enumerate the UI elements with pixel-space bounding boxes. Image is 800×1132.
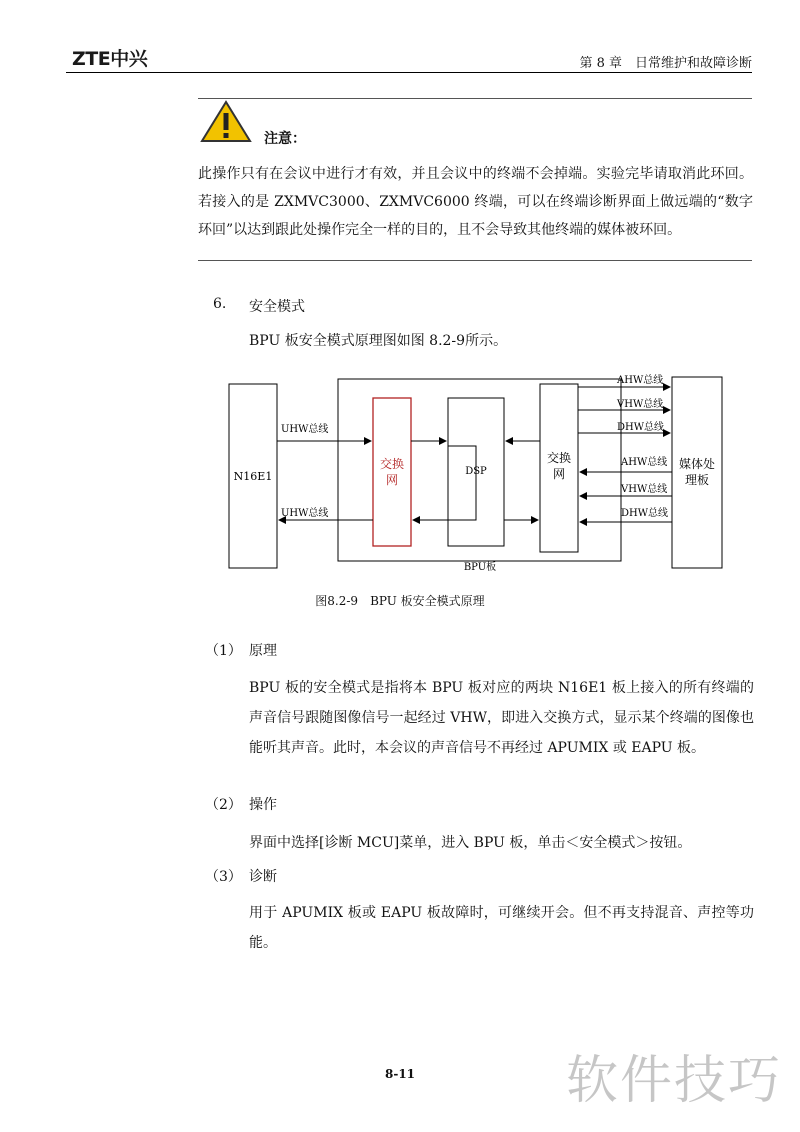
warning-icon — [200, 100, 252, 144]
chapter-title: 第 8 章 日常维护和故障诊断 — [579, 56, 752, 71]
switch-right-label-2: 网 — [552, 467, 566, 481]
section-number: 6. — [213, 296, 227, 312]
media-board-label-2: 理板 — [684, 473, 710, 487]
note-bottom-rule — [198, 260, 752, 261]
media-board-label-1: 媒体处 — [678, 457, 716, 471]
note-title: 注意： — [264, 131, 306, 147]
section-title: 安全模式 — [249, 299, 305, 315]
watermark: 软件技巧 — [565, 1051, 782, 1111]
item-3-text: 用于 APUMIX 板或 EAPU 板故障时，可继续开会。但不再支持混音、声控等功能。 — [249, 905, 754, 951]
uhw-top-label: UHW总线 — [281, 424, 329, 435]
vhw-out-label: VHW总线 — [617, 399, 664, 410]
switch-right-label-1: 交换 — [546, 451, 572, 465]
header-divider — [66, 72, 752, 73]
switch-left-box — [373, 398, 411, 546]
dsp-label: DSP — [465, 466, 487, 477]
dhw-in-label: DHW总线 — [621, 508, 669, 519]
switch-left-label-1: 交换 — [379, 457, 405, 471]
dhw-out-label: DHW总线 — [617, 422, 665, 433]
note-top-rule — [198, 98, 752, 99]
item-1-text: BPU 板的安全模式是指将本 BPU 板对应的两块 N16E1 板上接入的所有终端的声音信号跟随图像信号一起经过 VHW，即进入交换方式，显示某个终端的图像也能听其声音。此时，本会议的声音信号不再经过 APUMIX 或 EAPU 板。 — [249, 680, 754, 756]
bpu-safe-mode-diagram — [225, 370, 735, 575]
switch-left-label-2: 网 — [385, 473, 399, 487]
figure-caption: 图8.2-9 BPU 板安全模式原理 — [315, 594, 485, 608]
zte-logo: ZTE中兴 — [72, 48, 148, 70]
bpu-board-label: BPU板 — [463, 562, 497, 573]
note-text: 此操作只有在会议中进行才有效，并且会议中的终端不会掉端。实验完毕请取消此环回。若接入的是 ZXMVC3000、ZXMVC6000 终端，可以在终端诊断界面上做远端的“数字环回”以达到跟此处操作完全一样的目的，且不会导致其他终端的媒体被环回。 — [198, 166, 753, 238]
item-1-number: （1） — [205, 643, 242, 659]
item-2-text: 界面中选择[诊断 MCU]菜单，进入 BPU 板，单击＜安全模式＞按钮。 — [249, 835, 692, 851]
item-2-title: 操作 — [249, 797, 277, 813]
ahw-in-label: AHW总线 — [621, 457, 668, 468]
vhw-in-label: VHW总线 — [621, 484, 668, 495]
item-3-title: 诊断 — [249, 869, 277, 885]
n16e1-label: N16E1 — [233, 470, 273, 483]
item-1-title: 原理 — [249, 643, 277, 659]
section-intro: BPU 板安全模式原理图如图 8.2-9所示。 — [249, 333, 508, 349]
uhw-bottom-label: UHW总线 — [281, 508, 329, 519]
item-3-number: （3） — [205, 869, 242, 885]
item-2-number: （2） — [205, 797, 242, 813]
ahw-out-label: AHW总线 — [617, 375, 664, 386]
page-number: 8-11 — [384, 1067, 416, 1081]
